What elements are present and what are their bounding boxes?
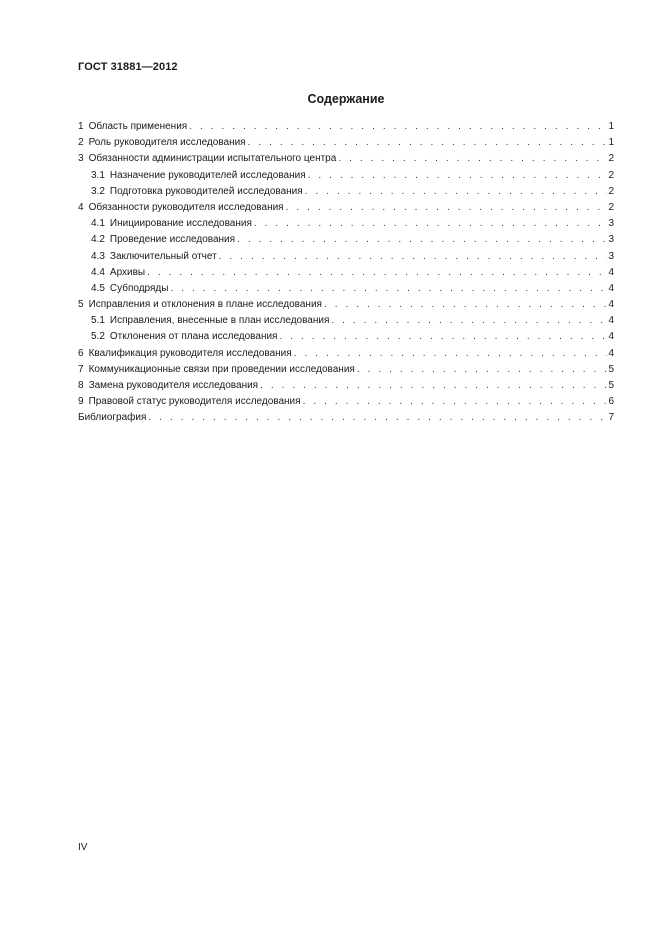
toc-entry-page: 5: [608, 380, 614, 391]
toc-entry-5-1[interactable]: [78, 313, 614, 329]
toc-entry-title: Заключительный отчет: [109, 250, 217, 262]
toc-entry-page: 3: [608, 234, 614, 246]
toc-leader-dots: [168, 281, 607, 297]
toc-entry-page: 2: [608, 185, 614, 197]
toc-entry-number: 3.2: [91, 185, 105, 197]
toc-entry-page: 1: [608, 137, 614, 149]
toc-leader-dots: [336, 151, 607, 167]
toc-entry-title: Квалификация руководителя исследования: [88, 347, 292, 359]
toc-entry-page: 2: [608, 201, 614, 213]
toc-entry-title: Коммуникационные связи при проведении исследования: [88, 363, 355, 375]
toc-entry-5[interactable]: [78, 297, 614, 313]
toc-entry-page: 6: [608, 396, 614, 408]
toc-entry-page: 1: [608, 121, 614, 132]
toc-entry-5-2[interactable]: [78, 329, 614, 345]
toc-entry-title: Область применения: [88, 121, 188, 132]
toc-entry-number: 8: [78, 380, 84, 391]
toc-entry-number: 4: [78, 201, 84, 213]
toc-entry-number: 2: [78, 137, 84, 149]
toc-title: Содержание: [307, 92, 385, 106]
toc-entry-title: Роль руководителя исследования: [88, 137, 246, 149]
toc-leader-dots: [329, 313, 607, 329]
toc-entry-4-3[interactable]: [78, 249, 614, 265]
toc-entry-title: Обязанности администрации испытательного центра: [88, 153, 337, 165]
toc-entry-9[interactable]: [78, 394, 614, 410]
toc-entry-4-1[interactable]: [78, 216, 614, 232]
toc-leader-dots: [146, 410, 607, 426]
document-code: ГОСТ 31881—2012: [78, 61, 178, 73]
toc-entry-title: Инициирование исследования: [109, 218, 252, 230]
toc-entry-1[interactable]: [78, 119, 614, 135]
toc-leader-dots: [217, 249, 608, 265]
toc-entry-title: Замена руководителя исследования: [88, 380, 259, 391]
toc-entry-number: 3.1: [91, 169, 105, 181]
toc-entry-number: 6: [78, 347, 84, 359]
toc-leader-dots: [277, 329, 607, 345]
toc-entry-number: 4.5: [91, 282, 105, 294]
table-of-contents: [78, 119, 614, 427]
toc-entry-page: 3: [608, 218, 614, 230]
toc-leader-dots: [246, 135, 608, 151]
toc-entry-title: Подготовка руководителей исследования: [109, 185, 303, 197]
toc-entry-page: 4: [608, 315, 614, 327]
toc-entry-4-2[interactable]: [78, 232, 614, 248]
toc-entry-page: 2: [608, 153, 614, 165]
toc-entry-number: 5.2: [91, 331, 105, 343]
toc-leader-dots: [322, 297, 607, 313]
toc-entry-8[interactable]: [78, 378, 614, 394]
toc-entry-number: 3: [78, 153, 84, 165]
toc-entry-page: 5: [608, 363, 614, 375]
toc-entry-page: 3: [608, 250, 614, 262]
toc-entry-title: Назначение руководителей исследования: [109, 169, 306, 181]
toc-entry-page: 4: [608, 282, 614, 294]
toc-entry-number: 4.2: [91, 234, 105, 246]
toc-leader-dots: [303, 184, 608, 200]
toc-entry-number: 4.1: [91, 218, 105, 230]
toc-leader-dots: [258, 378, 607, 394]
toc-entry-bibliography[interactable]: [78, 410, 614, 426]
toc-entry-number: 5.1: [91, 315, 105, 327]
toc-entry-title: Правовой статус руководителя исследования: [88, 396, 301, 408]
toc-entry-3-2[interactable]: [78, 184, 614, 200]
toc-leader-dots: [187, 119, 607, 135]
toc-entry-3[interactable]: [78, 151, 614, 167]
toc-leader-dots: [145, 265, 607, 281]
toc-leader-dots: [306, 168, 608, 184]
toc-entry-number: 4.3: [91, 250, 105, 262]
toc-entry-title: Архивы: [109, 266, 146, 278]
toc-entry-3-1[interactable]: [78, 168, 614, 184]
toc-entry-page: 4: [608, 331, 614, 343]
toc-leader-dots: [301, 394, 608, 410]
toc-entry-2[interactable]: [78, 135, 614, 151]
toc-entry-4-4[interactable]: [78, 265, 614, 281]
toc-entry-page: 2: [608, 169, 614, 181]
toc-entry-number: 1: [78, 121, 84, 132]
toc-entry-page: 4: [608, 299, 614, 311]
toc-entry-title: Исправления, внесенные в план исследования: [109, 315, 330, 327]
toc-entry-title: Библиография: [78, 412, 147, 424]
toc-leader-dots: [292, 346, 608, 362]
toc-leader-dots: [235, 232, 607, 248]
toc-leader-dots: [252, 216, 608, 232]
toc-entry-title: Обязанности руководителя исследования: [88, 201, 284, 213]
toc-entry-page: 7: [608, 412, 614, 424]
toc-entry-title: Субподряды: [109, 282, 169, 294]
toc-entry-number: 9: [78, 396, 84, 408]
toc-entry-4-5[interactable]: [78, 281, 614, 297]
toc-entry-page: 4: [608, 266, 614, 278]
toc-entry-4[interactable]: [78, 200, 614, 216]
toc-entry-title: Отклонения от плана исследования: [109, 331, 278, 343]
toc-entry-title: Исправления и отклонения в плане исследования: [88, 299, 322, 311]
toc-entry-7[interactable]: [78, 362, 614, 378]
toc-entry-6[interactable]: [78, 346, 614, 362]
toc-leader-dots: [355, 362, 608, 378]
toc-leader-dots: [284, 200, 608, 216]
toc-entry-title: Проведение исследования: [109, 234, 236, 246]
toc-entry-number: 5: [78, 299, 84, 311]
toc-entry-page: 4: [608, 347, 614, 359]
page-number: IV: [78, 842, 88, 853]
toc-entry-number: 7: [78, 363, 84, 375]
toc-entry-number: 4.4: [91, 266, 105, 278]
